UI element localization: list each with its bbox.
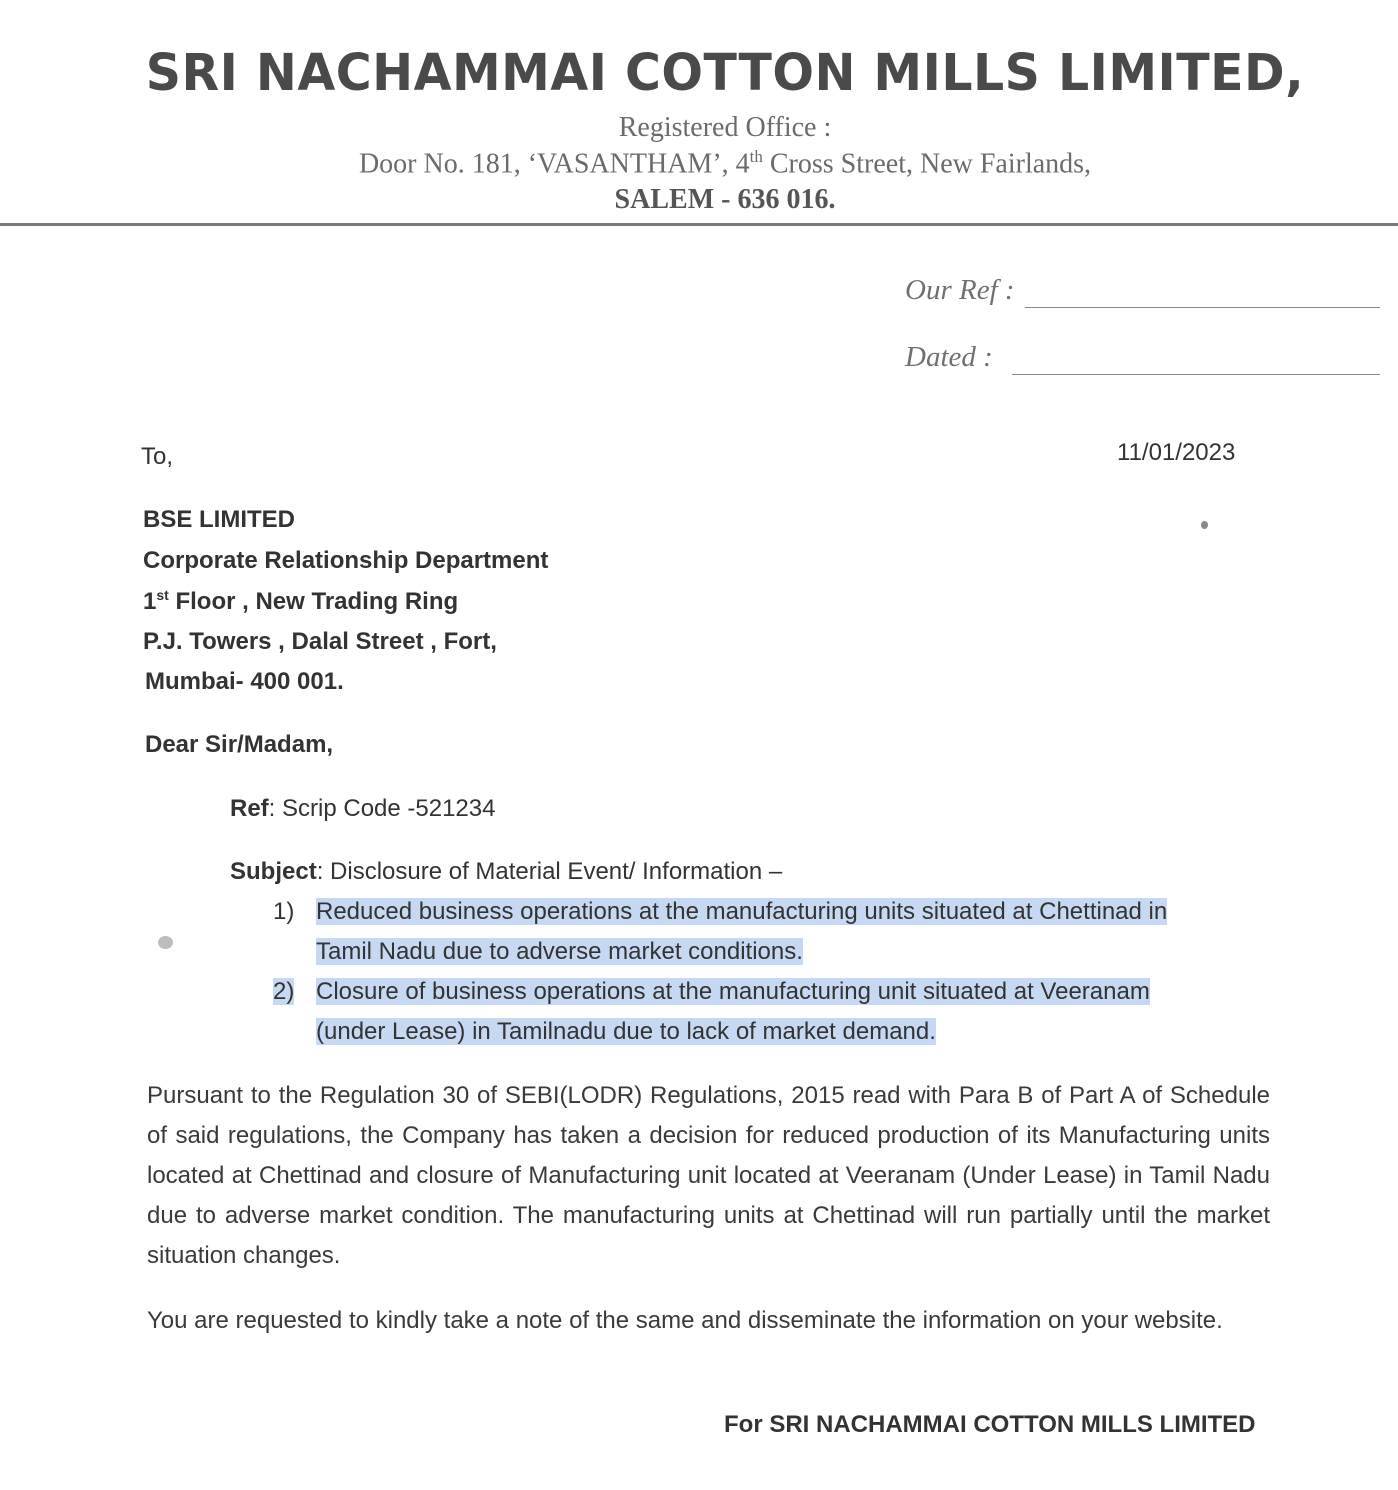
greeting: Dear Sir/Madam, xyxy=(145,731,334,758)
our-ref-label: Our Ref : xyxy=(905,274,1015,306)
item-1-line2 xyxy=(316,938,803,966)
recipient-line3 xyxy=(143,587,458,616)
floor-rest: Floor , New Trading Ring xyxy=(168,588,459,615)
item-1-line1-text: Reduced business operations at the manufacturing units situated at Chettinad in xyxy=(316,898,1168,925)
item-2-line1 xyxy=(316,978,1150,1006)
item-2-number xyxy=(273,978,294,1006)
scan-speck xyxy=(158,936,173,949)
item-2-number-text: 2) xyxy=(273,978,295,1005)
registered-office-label: Registered Office : xyxy=(618,112,832,143)
floor-number: 1 xyxy=(143,588,157,615)
floor-superscript: st xyxy=(156,587,169,603)
item-2-line2 xyxy=(316,1018,936,1046)
scan-speck xyxy=(1201,521,1208,529)
address-superscript: th xyxy=(749,147,763,166)
signoff: For SRI NACHAMMAI COTTON MILLS LIMITED xyxy=(724,1411,1256,1438)
body-paragraph-2: You are requested to kindly take a note of the same and disseminate the information on your website. xyxy=(147,1307,1223,1334)
subject-value: : Disclosure of Material Event/ Information – xyxy=(316,858,783,885)
city-line: SALEM - 636 016. xyxy=(614,184,836,215)
item-2-line2-text: (under Lease) in Tamilnadu due to lack of market demand. xyxy=(316,1018,936,1045)
subject-label: Subject xyxy=(230,858,317,885)
ref-value: : Scrip Code -521234 xyxy=(268,795,496,822)
dated-line xyxy=(1012,374,1380,375)
dated-label: Dated : xyxy=(905,341,993,373)
ref-label: Ref xyxy=(230,795,269,822)
our-ref-line xyxy=(1025,307,1380,308)
to-salutation: To, xyxy=(141,443,174,470)
recipient-line1: BSE LIMITED xyxy=(143,506,296,533)
item-1-number: 1) xyxy=(273,898,295,925)
registered-address xyxy=(0,147,1398,180)
body-paragraph-1: Pursuant to the Regulation 30 of SEBI(LODR) Regulations, 2015 read with Para B of Part A of Schedule of said regulations, the Company has taken a decision for reduced production of its Manufacturing units located at Chettinad and closure of Manufacturing unit located at Veeranam (Under Lease) in Tamil Nadu due to adverse market condition. The manufacturing units at Chettinad will run partially until the market situation changes. xyxy=(147,1082,1270,1269)
subject-line xyxy=(230,858,782,886)
item-1-line2-text: Tamil Nadu due to adverse market conditions. xyxy=(316,938,803,965)
letter-date: 11/01/2023 xyxy=(1117,439,1236,466)
item-1-line1 xyxy=(316,898,1167,926)
item-2-line1-text: Closure of business operations at the manufacturing unit situated at Veeranam xyxy=(316,978,1150,1005)
company-name: SRI NACHAMMAI COTTON MILLS LIMITED, xyxy=(145,44,1305,103)
address-part2: Cross Street, New Fairlands, xyxy=(762,148,1092,180)
recipient-line2: Corporate Relationship Department xyxy=(143,547,549,574)
address-part1: Door No. 181, ‘VASANTHAM’, 4 xyxy=(358,148,750,180)
letterhead-divider xyxy=(0,223,1398,226)
recipient-line4: P.J. Towers , Dalal Street , Fort, xyxy=(143,628,497,655)
ref-line xyxy=(230,795,495,823)
recipient-line5: Mumbai- 400 001. xyxy=(145,668,344,695)
